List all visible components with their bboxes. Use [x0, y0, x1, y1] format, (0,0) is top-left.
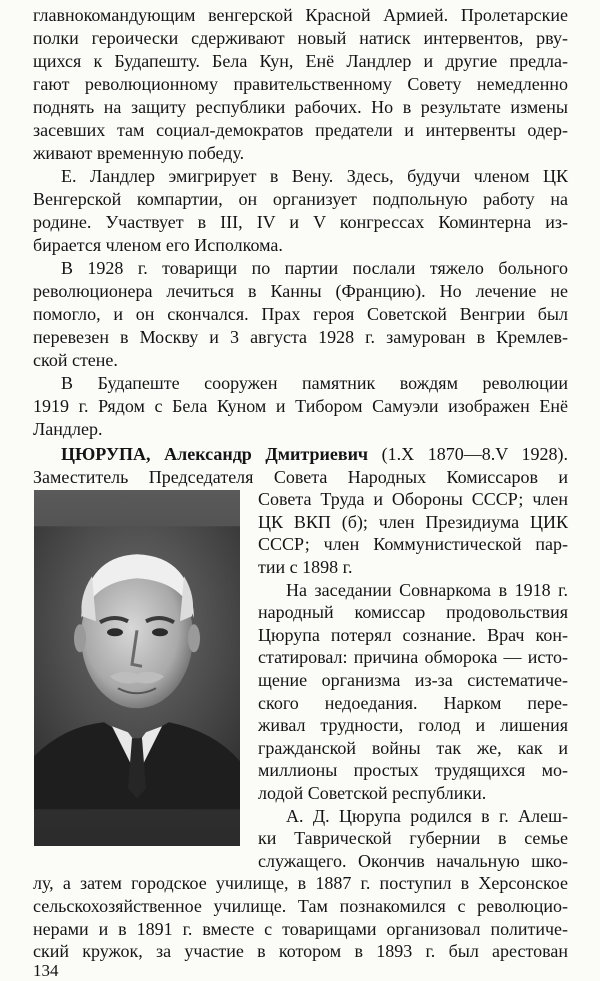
text-line: щихся к Будапешту. Бела Кун, Енё Ландлер и другие предла-	[33, 51, 568, 71]
text-line: сельскохозяйственное училище. Там познакомился с революцио-	[33, 896, 568, 916]
text-line: Цюрупа потерял сознание. Врач кон-	[258, 624, 568, 645]
text-line: В 1928 г. товарищи по партии послали тяжело больного	[61, 258, 568, 278]
text-line: ский кружок, за участие в котором в 1893 г. был арестован	[33, 941, 568, 962]
text-line: нерами и в 1891 г. вместе с товарищами организовал политиче-	[33, 918, 568, 939]
text-line: помогло, и он скончался. Прах героя Советской Венгрии был	[33, 304, 568, 324]
text-line: живают временную победу.	[33, 143, 245, 163]
text-line: народный комиссар продовольствия	[258, 602, 568, 623]
text-line: бирается членом его Исполкома.	[33, 235, 283, 255]
text-line: Венгерской компартии, он организует подпольную работу на	[33, 189, 568, 209]
portrait-photo	[34, 490, 240, 846]
text-line: служащего. Окончив начальную шко-	[258, 850, 568, 871]
entry-heading	[61, 443, 568, 465]
text-line: полки героически сдерживают новый натиск интервентов, рву-	[33, 28, 568, 48]
text-line: статировал: причина обморока — исто-	[258, 647, 568, 668]
entry-surname: ЦЮРУПА,	[61, 444, 151, 464]
text-line: революционера лечиться в Канны (Францию). Но лечение не	[33, 281, 568, 301]
text-line: На заседании Совнаркома в 1918 г.	[286, 579, 568, 600]
text-line: перевезен в Москву и 3 августа 1928 г. замурован в Кремлев-	[33, 327, 568, 347]
text-line: гражданской войны так же, как и	[258, 737, 568, 758]
text-line: 1919 г. Рядом с Бела Куном и Тибором Самуэли изображен Енё	[33, 396, 568, 416]
text-line: живал трудности, голод и лишения	[258, 715, 568, 736]
entry-dates: (1.X 1870—8.V 1928).	[381, 444, 568, 464]
text-line: В Будапеште сооружен памятник вождям революции	[61, 373, 568, 393]
entry-given-names: Александр Дмитриевич	[164, 444, 369, 464]
text-line: ки Таврической губернии в семье	[258, 828, 568, 849]
text-line: А. Д. Цюрупа родился в г. Алеш-	[286, 805, 568, 826]
text-line: ЦК ВКП (б); член Президиума ЦИК	[258, 511, 568, 532]
text-line: ской стене.	[33, 350, 118, 370]
text-line: Ландлер.	[33, 419, 103, 439]
text-line: родине. Участвует в III, IV и V конгрессах Коминтерна из-	[33, 212, 568, 232]
text-line: щение организма из-за систематиче-	[258, 670, 568, 690]
text-line: Заместитель Председателя Совета Народных Комиссаров и	[33, 466, 568, 487]
text-line: тии с 1898 г.	[258, 557, 353, 577]
text-line: главнокомандующим венгерской Красной Армией. Пролетарские	[33, 5, 568, 25]
text-line: Е. Ландлер эмигрирует в Вену. Здесь, будучи членом ЦК	[61, 166, 568, 186]
text-line: лу, а затем городское училище, в 1887 г. поступил в Херсонское	[33, 873, 568, 894]
text-line: миллионы простых трудящихся мо-	[258, 760, 568, 781]
text-line: лодой Советской республики.	[258, 783, 487, 803]
text-line: гают революционному правительственному Совету немедленно	[33, 74, 568, 94]
text-line: ского недоедания. Нарком пере-	[258, 692, 568, 713]
text-line: Совета Труда и Обороны СССР; член	[258, 489, 568, 510]
text-line: СССР; член Коммунистической пар-	[258, 534, 568, 555]
text-line: поднять на защиту республики рабочих. Но в результате измены	[33, 97, 568, 117]
text-line: засевших там социал-демократов предатели и интервенты одер-	[33, 120, 568, 140]
page-number: 134	[33, 960, 59, 980]
